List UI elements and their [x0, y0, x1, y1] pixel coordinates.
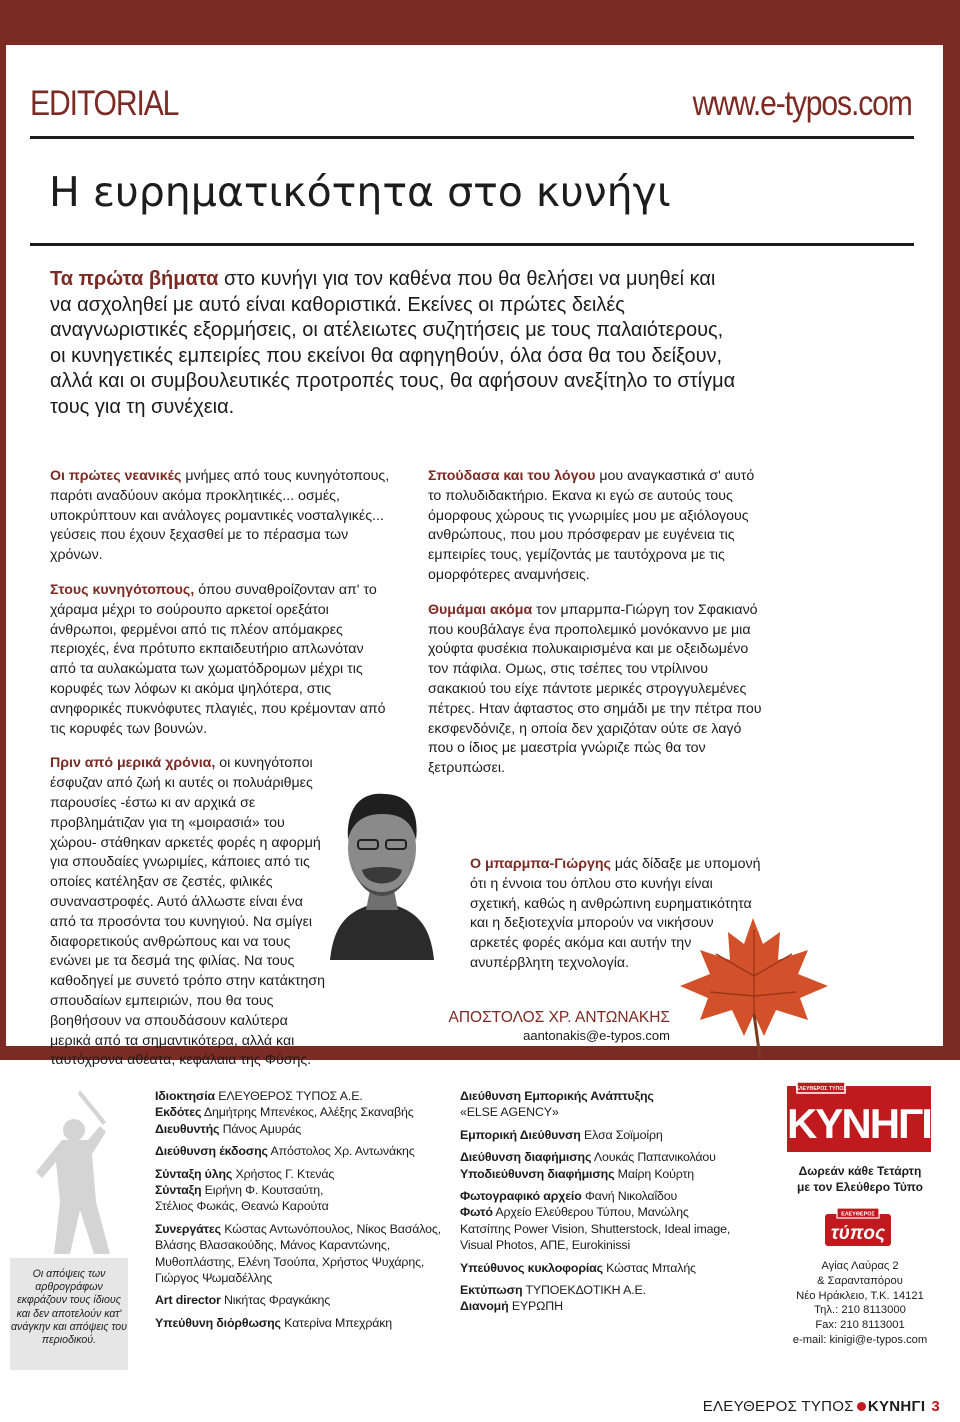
promo-line: με τον Ελεύθερο Τύπο: [797, 1180, 923, 1194]
imprint-label: Σύνταξη ύλης: [155, 1166, 233, 1181]
headline: Η ευρηματικότητα στο κυνήγι: [49, 168, 671, 216]
imprint-label: Φωτογραφικό αρχείο: [460, 1189, 582, 1204]
imprint-column-left: [155, 1088, 455, 1331]
imprint-label: Σύνταξη: [155, 1183, 202, 1198]
imprint-line: [155, 1315, 455, 1331]
kynigi-logo-small-text: ΕΛΕΥΘΕΡΟΣ ΤΥΠΟΣ: [795, 1086, 847, 1092]
imprint-label: Εκδότες: [155, 1105, 202, 1120]
imprint-line: [155, 1143, 455, 1159]
imprint-value: Λουκάς Παπανικολάου: [591, 1150, 716, 1165]
typos-logo-text: τύπος: [830, 1223, 886, 1244]
imprint-value: Απόστολος Χρ. Αντωνάκης: [267, 1144, 415, 1159]
imprint-line: [460, 1149, 758, 1165]
lead-text: στο κυνήγι για τον καθένα που θα θελήσει να μυηθεί και να ασχοληθεί με αυτό είναι καθοριστικά. Εκείνες οι πρώτες δειλές αναγνωριστικές εξορμήσεις, οι ατέλειωτες συζητήσεις με τους παλαιότερους, οι κυνηγετικές εμπειρίες που εκείνοι θα αφηγηθούν, όλα όσα θα του δείξουν, αλλά και οι συμβουλευτικές προτροπές τους, θα αφήσουν ανεξίτηλο το στίγμα τους για τη συνέχεια.: [50, 268, 736, 418]
author-signature: ΑΠΟΣΤΟΛΟΣ ΧΡ. ΑΝΤΩΝΑΚΗΣ: [448, 1009, 670, 1026]
imprint-value: Χρήστος Γ. Κτενάς: [232, 1166, 335, 1181]
imprint-value: Φανή Νικολαΐδου: [581, 1189, 678, 1204]
imprint-value: «ELSE AGENCY»: [460, 1105, 559, 1120]
imprint-value: ΕΛΕΥΘΕΡΟΣ ΤΥΠΟΣ Α.Ε.: [215, 1089, 363, 1103]
paragraph-text: τον μπαρμπα-Γιώργη τον Σφακιανό που κουβάλαγε ένα προπολεμικό μονόκαννο με μια χούφτα φυσέκια πολυκαιρισμένα και με οξειδωμένο τον πάφιλα. Ομως, στις τσέπες του ντρίλινου σακακιού του είχε πάντοτε μερικές στρογγυλεμένες πέτρες. Ηταν άφταστος στο σημάδι με την πέτρα που εκσφενδόνιζε, η οποία δεν χαριζόταν ούτε σε λαγό που ο ίδιος με μαεστρία γνώριζε πώς θα τον ξετρυπώσει.: [428, 601, 762, 777]
imprint-label: Συνεργάτες: [155, 1221, 221, 1236]
paragraph-text: μάς δίδαξε με υπομονή ότι η έννοια του όπλου στο κυνήγι είναι σχετική, καθώς η ανθρώπινη ευρηματικότητα και η δεξιοτεχνία μπορούν να νικήσουν αρκετές φορές ακόμα και αυτήν την ανυπέρβλητη τεχνολογία.: [470, 856, 761, 971]
article-paragraph: [50, 581, 392, 739]
promo-line: Δωρεάν κάθε Τετάρτη: [798, 1164, 922, 1178]
imprint-value: Νικήτας Φραγκάκης: [220, 1293, 331, 1308]
typos-logo-small-text: ΕΛΕΥΘΕΡΟΣ: [841, 1211, 875, 1218]
imprint-label: Υπεύθυνος κυκλοφορίας: [460, 1260, 603, 1275]
paragraph-text: μου αναγκαστικά σ' αυτό το πολυδιδακτήριο. Εκανα κι εγώ σε αυτούς τους όμορφους χώρους τις γνωριμίες μου με αξιόλογους ανθρώπους, που μου πρόσφεραν με ευγένεια τις εμπειρίες τους, γεμίζοντάς με ταυτόχρονα με τις ομορφότερες αναμνήσεις.: [428, 468, 755, 583]
footer-magazine: ΚΥΝΗΓΙ: [867, 1398, 926, 1415]
imprint-line: [155, 1292, 455, 1308]
site-url: www.e-typos.com: [692, 84, 912, 123]
imprint-label: Art director: [155, 1293, 221, 1308]
address-line: Νέο Ηράκλειο, Τ.Κ. 14121: [796, 1289, 924, 1302]
imprint-label: Διανομή: [460, 1299, 509, 1314]
imprint-line: [155, 1182, 455, 1198]
article-paragraph: [50, 467, 392, 566]
imprint-column-right: [460, 1088, 758, 1315]
phone-line: Τηλ.: 210 8113000: [814, 1304, 906, 1317]
address-line: & Σαρανταπόρου: [817, 1274, 903, 1287]
header-rule: [30, 136, 914, 139]
imprint-label: Διεύθυνση διαφήμισης: [460, 1150, 592, 1165]
hunter-silhouette-icon: [22, 1082, 138, 1258]
top-frame-band: [0, 0, 960, 45]
imprint-value: Κώστας Αντωνόπουλος, Νίκος Βασάλος,: [220, 1221, 441, 1236]
right-frame-edge: [943, 45, 960, 1060]
paragraph-highlight: Ο μπαρμπα-Γιώργης: [470, 856, 611, 872]
page-footer: [703, 1398, 940, 1415]
imprint-line: [460, 1188, 758, 1204]
imprint-value: Γιώργος Ψωμαδέλλης: [155, 1271, 273, 1286]
imprint-value: ΕΥΡΩΠΗ: [508, 1299, 563, 1314]
lead-paragraph: [50, 267, 740, 421]
imprint-value: Αρχείο Ελεύθερου Τύπου, Μανώλης: [492, 1205, 689, 1220]
paragraph-text: μνήμες από τους κυνηγότοπους, παρότι αναδύουν ακόμα προκλητικές... οσμές, υποκρύπτουν και ανάλογες ρομαντικές νοσταλγικές... γεύσεις που έχουν ξεχασθεί με το πέρασμα των χρόνων.: [50, 468, 390, 564]
imprint-value: ΤΥΠΟΕΚΔΟΤΙΚΗ Α.Ε.: [522, 1283, 646, 1298]
imprint-line: [155, 1198, 455, 1214]
paragraph-highlight: Σπούδασα και του λόγου: [428, 468, 596, 484]
author-portrait: [312, 770, 452, 960]
imprint-line: [460, 1221, 758, 1237]
address-line: Αγίας Λαύρας 2: [821, 1260, 899, 1272]
paragraph-text: όπου συναθροίζονταν απ' το χάραμα μέχρι το σούρουπο αρκετοί ορεξάτοι άνθρωποι, φερμένοι από τις πλέον απόμακρες περιοχές, ένα πρότυπο εκπαιδευτήριο απλωνόταν από τα αυλακώματα των χωματόδρομων μέχρι τις κορυφές των λόφων κι ακόμα ψηλότερα, στις ανηφορικές πυκνόφυτες πλαγιές, που κρέμονταν από τις κορυφές των βουνών.: [50, 581, 386, 737]
imprint-value: Πάνος Αμυράς: [219, 1121, 302, 1136]
imprint-line: [460, 1204, 758, 1220]
promo-text: [770, 1163, 950, 1195]
contact-address: [770, 1259, 950, 1348]
footer-publication: ΕΛΕΥΘΕΡΟΣ ΤΥΠΟΣ: [702, 1398, 854, 1415]
section-label: EDITORIAL: [30, 84, 179, 123]
email-line[interactable]: e-mail: kinigi@e-typos.com: [792, 1333, 928, 1346]
imprint-line: [460, 1260, 758, 1276]
article-paragraph: [50, 754, 330, 1071]
imprint-label: Εμπορική Διεύθυνση: [460, 1127, 581, 1142]
imprint-value: Μυθοπλάστης, Ελένη Τσούπα, Χρήστος Ψυχάρης,: [155, 1254, 425, 1269]
imprint-value: Κώστας Μπαλής: [602, 1260, 696, 1275]
imprint-value: Μαίρη Κούρτη: [614, 1166, 694, 1181]
imprint-value: Κατερίνα Μπεχράκη: [280, 1315, 393, 1330]
imprint-value: Visual Photos, ΑΠΕ, Eurokinissi: [460, 1238, 631, 1253]
imprint-line: [460, 1298, 758, 1314]
imprint-label: Υποδιεύθυνση διαφήμισης: [460, 1166, 615, 1181]
imprint-label: Διευθυντής: [155, 1121, 220, 1136]
imprint-line: [460, 1127, 758, 1143]
imprint-label: Ιδιοκτησία: [155, 1089, 216, 1103]
imprint-line: [155, 1104, 455, 1120]
imprint-label: Εκτύπωση: [460, 1283, 523, 1298]
lead-highlight: Τα πρώτα βήματα: [50, 268, 219, 290]
imprint-label: Διεύθυνση Εμπορικής Ανάπτυξης: [460, 1089, 654, 1103]
imprint-value: Δημήτρης Μπενέκος, Αλέξης Σκαναβής: [201, 1105, 414, 1120]
imprint-value: Στέλιος Φωκάς, Θεανώ Καρούτα: [155, 1199, 329, 1214]
imprint-line: [155, 1221, 455, 1237]
imprint-value: Κατσίπης Power Vision, Shutterstock, Ideal image,: [460, 1221, 731, 1236]
article-paragraph: [428, 601, 764, 779]
opinion-disclaimer: Οι απόψεις των αρθρογράφων εκφράζουν τους ίδιους και δεν αποτελούν κατ' ανάγκην και απόψεις του περιοδικού.: [10, 1258, 128, 1370]
maple-leaf-image: [668, 910, 838, 1062]
page-number: 3: [931, 1398, 940, 1415]
footer-dot-icon: [857, 1402, 866, 1411]
headline-rule: [30, 243, 914, 246]
imprint-value: Ελσα Σοϊμοίρη: [580, 1127, 663, 1142]
imprint-label: Υπεύθυνη διόρθωσης: [155, 1315, 281, 1330]
paragraph-text: οι κυνηγότοποι έσφυζαν από ζωή κι αυτές οι πολυάριθμες παρουσίες -έστω κι αν αρχικά σε προβλημάτιζαν για τη «μοιρασιά» του χώρου- στάθηκαν αρκετές φορές η αφορμή για σπουδαίες γνωριμίες, κάποιες από τις οποίες κατέληξαν σε ζεστές, φιλικές συναναστροφές. Αυτό άλλωστε είναι ένα από τα προσόντα του κυνηγιού. Να σμίγει διαφορετικούς ανθρώπους και να τους ενώνει με τα δεσμά της φιλίας. Να τους καθοδηγεί με συνετό τρόπο στην κατάκτηση σπουδαίων εμπειριών, που θα τους βοηθήσουν να σπουδάσουν καλύτερα μερικά από τα σημαντικότερα, αλλά και ταυτόχρονα αθέατα, κεφάλαια της Φύσης.: [50, 755, 326, 1069]
paragraph-highlight: Στους κυνηγότοπους,: [50, 581, 195, 598]
imprint-label: Φωτό: [460, 1205, 493, 1220]
imprint-line: [460, 1104, 758, 1120]
imprint-line: [460, 1166, 758, 1182]
paragraph-highlight: Πριν από μερικά χρόνια,: [50, 755, 216, 772]
article-column-right: [428, 467, 764, 794]
imprint-value: Βλάσης Βλασακούδης, Μάνος Καραντώνης,: [155, 1238, 391, 1253]
article-paragraph: [428, 467, 764, 586]
eleftheros-typos-logo: [825, 1206, 891, 1246]
imprint-line: [460, 1088, 758, 1104]
imprint-line: [460, 1237, 758, 1253]
imprint-label: Διεύθυνση έκδοσης: [155, 1144, 268, 1159]
imprint-line: [155, 1166, 455, 1182]
imprint-line: [460, 1282, 758, 1298]
imprint-line: [155, 1088, 455, 1104]
paragraph-highlight: Θυμάμαι ακόμα: [428, 601, 533, 618]
paragraph-highlight: Οι πρώτες νεανικές: [50, 468, 182, 484]
imprint-line: [155, 1270, 455, 1286]
kynigi-logo-text: ΚΥΝΗΓΙ: [787, 1100, 931, 1147]
imprint-line: [155, 1254, 455, 1270]
fax-line: Fax: 210 8113001: [815, 1319, 905, 1332]
imprint-line: [155, 1237, 455, 1253]
imprint-value: Ειρήνη Φ. Κουτσαύτη,: [201, 1183, 324, 1198]
author-email[interactable]: aantonakis@e-typos.com: [523, 1028, 670, 1043]
imprint-line: [155, 1121, 455, 1137]
kynigi-logo: [787, 1082, 931, 1154]
